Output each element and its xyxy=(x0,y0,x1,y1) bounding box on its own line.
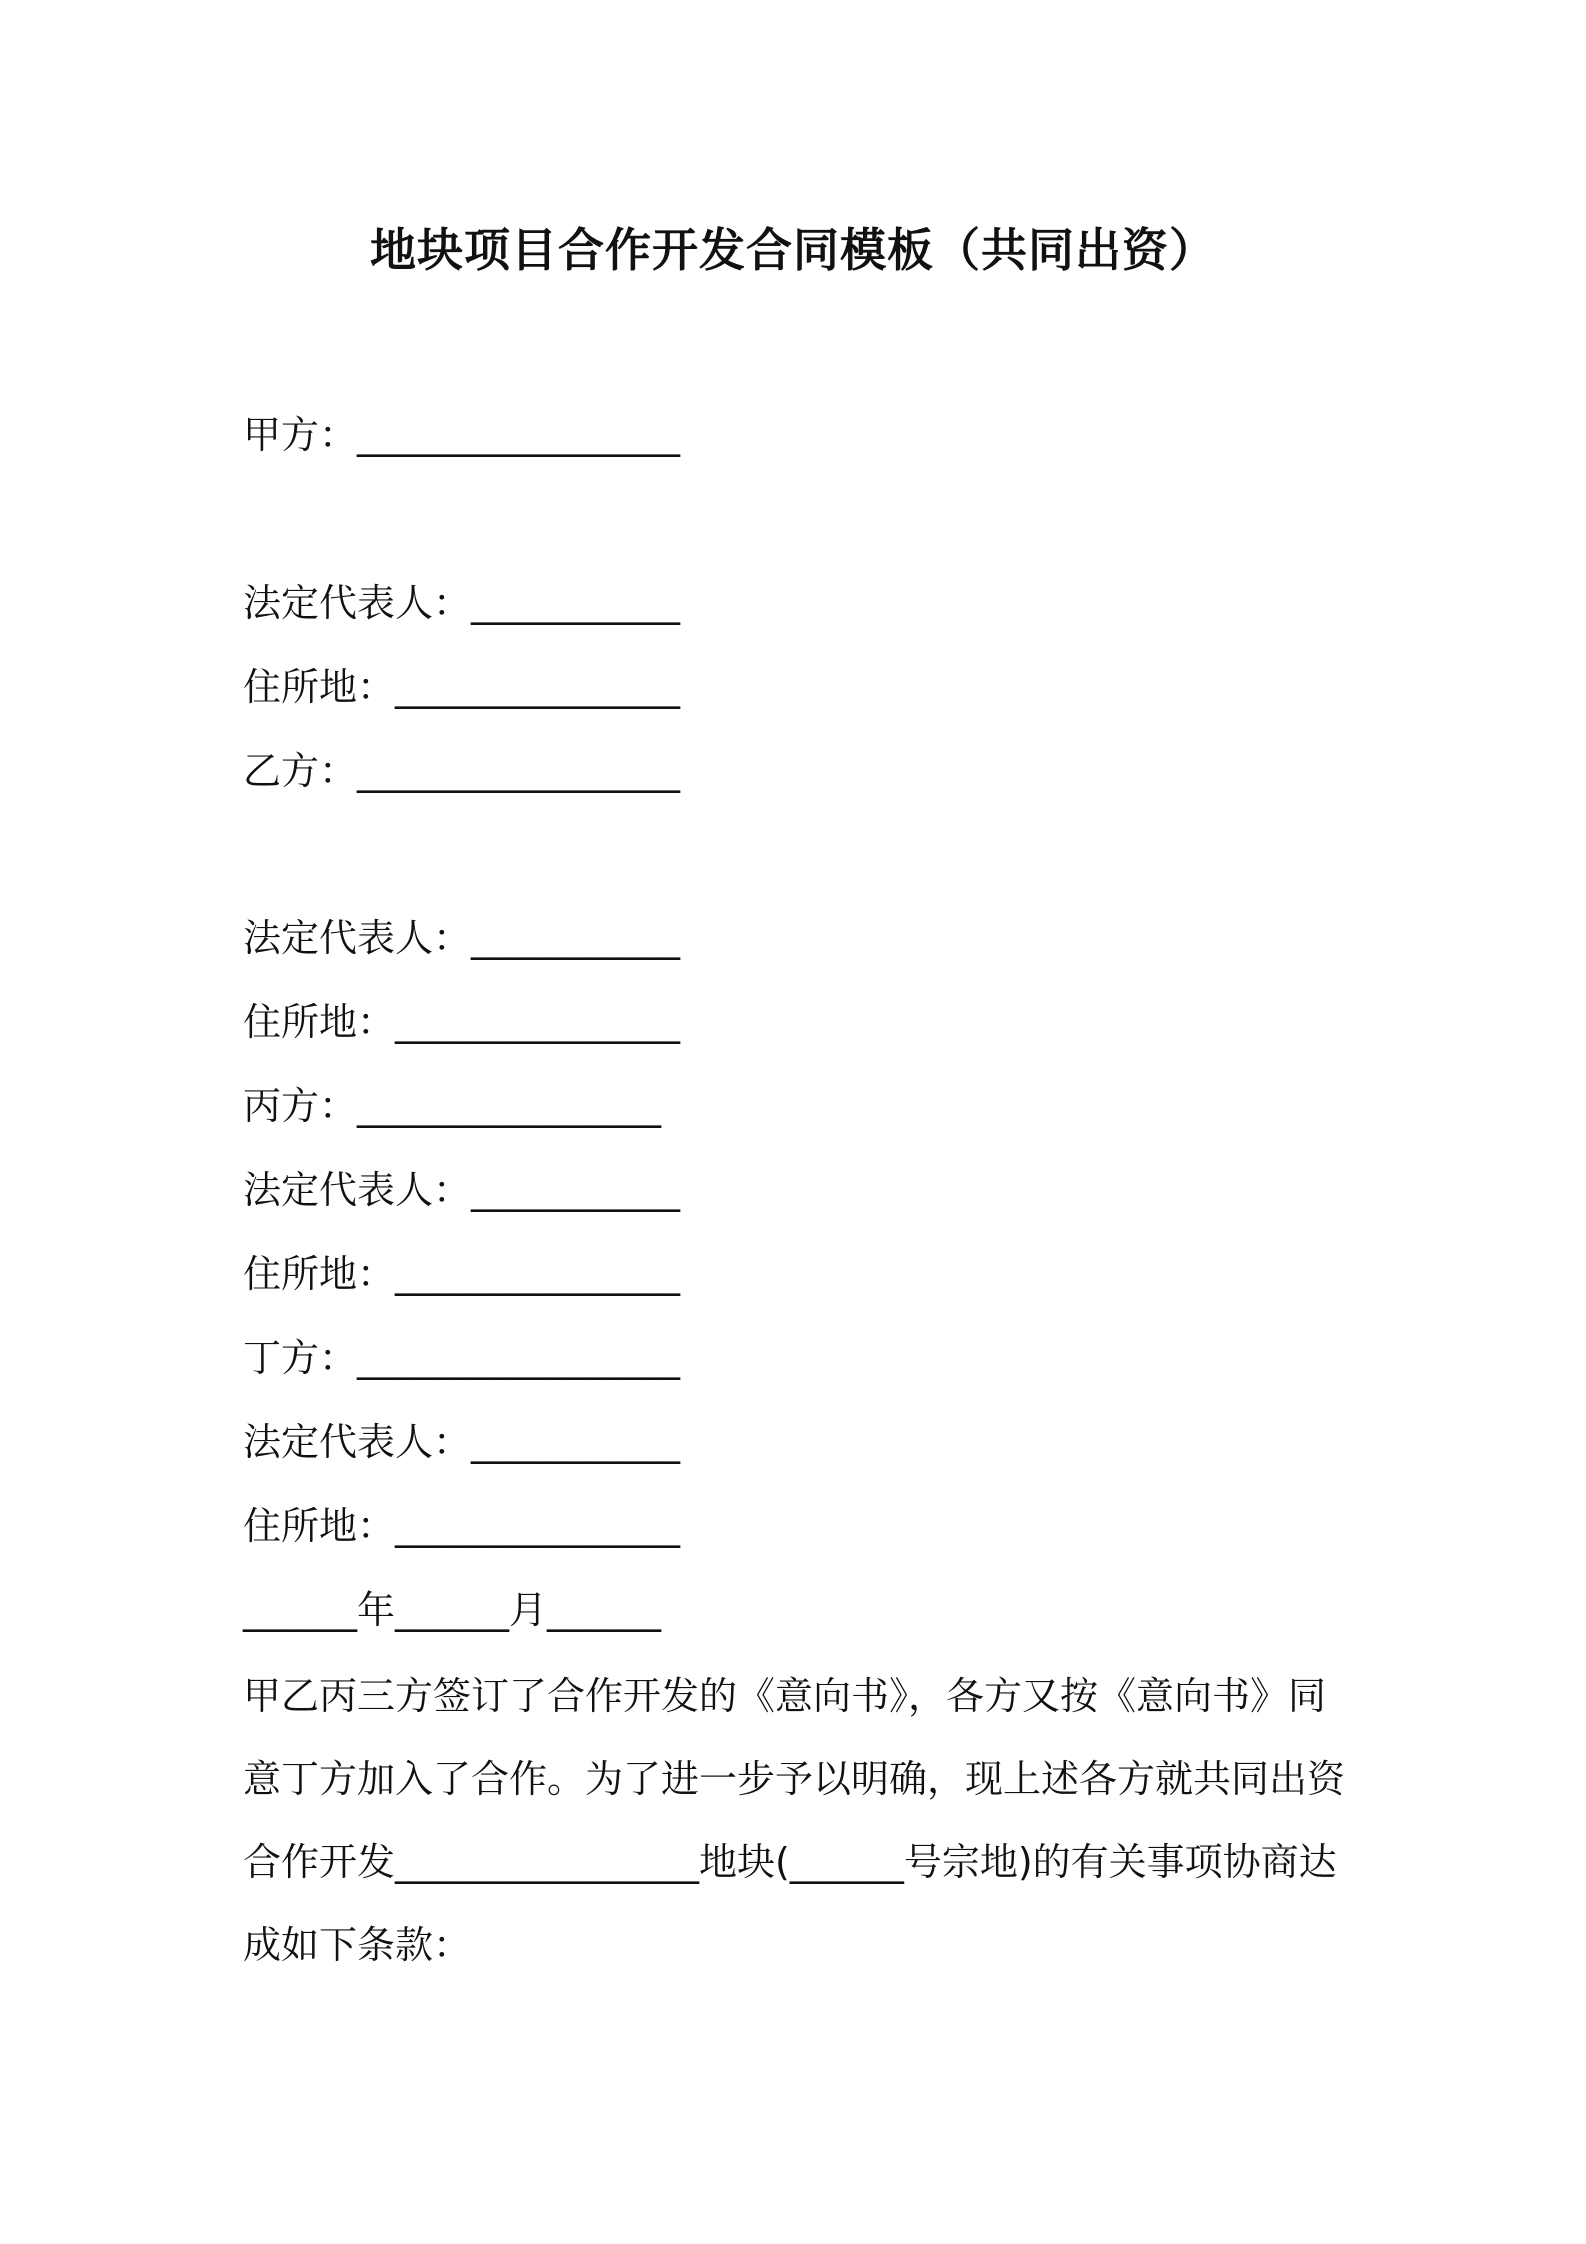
party-d-legal-rep-field: 法定代表人：___________ xyxy=(243,1420,681,1464)
party-d-address-field: 住所地：_______________ xyxy=(243,1504,681,1548)
party-b-field: 乙方：_________________ xyxy=(243,749,681,793)
intro-paragraph: 甲乙丙三方签订了合作开发的《意向书》，各方又按《意向书》同意丁方加入了合作。为了进一步予以明确，现上述各方就共同出资合作开发________________地块(______号宗地)的有关事项协商达成如下条款： xyxy=(243,1674,1346,1967)
party-d-field: 丁方：_________________ xyxy=(243,1336,681,1380)
party-a-address-field: 住所地：_______________ xyxy=(243,665,681,709)
party-a-legal-rep-field: 法定代表人：___________ xyxy=(243,581,681,625)
date-line: ______年______月______ xyxy=(243,1588,662,1632)
party-c-legal-rep-field: 法定代表人：___________ xyxy=(243,1168,681,1212)
party-b-address-field: 住所地：_______________ xyxy=(243,1000,681,1044)
party-a-field: 甲方：_________________ xyxy=(243,413,681,457)
party-c-address-field: 住所地：_______________ xyxy=(243,1252,681,1296)
party-b-legal-rep-field: 法定代表人：___________ xyxy=(243,916,681,960)
party-c-field: 丙方：________________ xyxy=(243,1084,662,1128)
document-title: 地块项目合作开发合同模板（共同出资） xyxy=(370,223,1216,277)
